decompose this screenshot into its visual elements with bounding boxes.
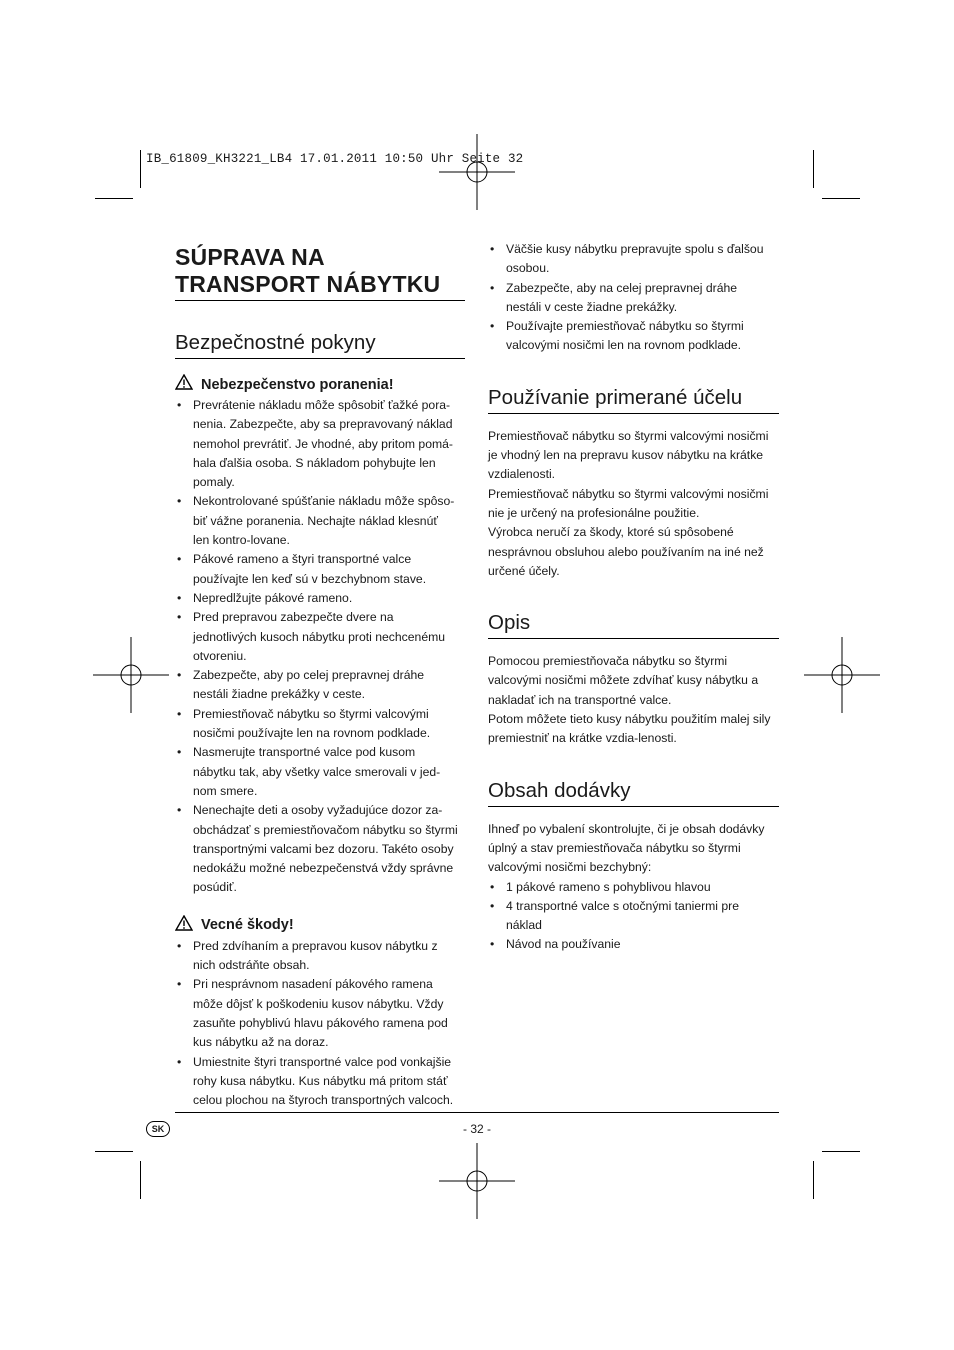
safety-heading: Bezpečnostné pokyny [175, 331, 465, 359]
title-line-1: SÚPRAVA NA [175, 244, 325, 270]
paragraph-line: valcovými nosičmi bezchybný: [488, 860, 652, 875]
paragraph-line: je vhodný len na prepravu kusov nábytku na krátke [488, 448, 764, 463]
delivery-list [488, 878, 779, 955]
list-item-line: Pri nesprávnom nasadení pákového ramena [193, 977, 433, 992]
continued-safety-list [488, 240, 779, 356]
list-item-line: náklad [506, 918, 542, 933]
list-item-line: rohy kusa nábytku. Kus nábytku má pritom stáť [193, 1073, 448, 1088]
page-number: - 32 - [462, 1122, 491, 1136]
list-item-line: Väčšie kusy nábytku prepravujte spolu s ďalšou [506, 242, 764, 256]
crop-mark [822, 198, 860, 199]
list-item-line: nábytku tak, aby všetky valce smerovali v jed- [193, 764, 441, 779]
list-item [488, 935, 779, 954]
list-item-line: Pákové rameno a štyri transportné valce [193, 552, 412, 567]
list-item-line: transportnými valcami bez dozoru. Takéto osoby [193, 841, 454, 856]
list-item [175, 492, 465, 550]
warning-triangle-icon [175, 915, 193, 936]
list-item-line: Nasmerujte transportné valce pod kusom [193, 745, 416, 760]
list-item-line: osobou. [506, 261, 550, 276]
list-item-line: Premiestňovač nábytku so štyrmi valcovými [193, 706, 429, 721]
paragraph-line: úplný a stav premiestňovača nábytku so štyrmi [488, 840, 741, 855]
list-item-line: celou plochou na štyroch transportných valcoch. [193, 1093, 454, 1108]
injury-warning-heading [175, 374, 465, 395]
list-item-line: Nenechajte deti a osoby vyžadujúce dozor za- [193, 803, 443, 818]
list-item-line: posúdiť. [193, 880, 237, 895]
paragraph-line: vzdialenosti. [488, 467, 556, 482]
registration-crosshair-icon [804, 637, 880, 713]
paragraph-line: určené účely. [488, 563, 560, 578]
crop-mark [95, 1151, 133, 1152]
list-item-line: zasuňte pohyblivú hlavu pákového ramena pod [193, 1015, 448, 1030]
print-header: IB_61809_KH3221_LB4 17.01.2011 10:50 Uhr Seite 32 [146, 152, 524, 166]
list-item-line: Prevrátenie nákladu môže spôsobiť ťažké pora- [193, 398, 451, 412]
paragraph-line: Ihneď po vybalení skontrolujte, či je obsah dodávky [488, 821, 765, 836]
list-item-line: biť vážne poranenia. Nechajte náklad klesnúť [193, 513, 438, 528]
list-item [175, 608, 465, 666]
list-item-line: 1 pákové rameno s pohyblivou hlavou [506, 879, 711, 894]
description-heading: Opis [488, 611, 779, 639]
list-item [488, 240, 779, 279]
list-item-line: nedokážu možné nebezpečenstvá vždy správne [193, 861, 454, 876]
registration-crosshair-icon [439, 1143, 515, 1219]
paragraph-line: premiestniť na krátke vzdia-lenosti. [488, 731, 677, 746]
paragraph-line: Potom môžete tieto kusy nábytku použitím malej sily [488, 712, 771, 727]
list-item-line: Používajte premiestňovač nábytku so štyrmi [506, 319, 744, 334]
list-item [175, 1053, 465, 1111]
list-item-line: Nekontrolované spúšťanie nákladu môže spôso- [193, 494, 455, 509]
delivery-text [488, 820, 779, 878]
list-item [175, 705, 465, 744]
damage-warning-label: Vecné škody! [201, 917, 294, 934]
list-item [488, 317, 779, 356]
list-item-line: jednotlivých kusoch nábytku proti nechcenému [193, 629, 446, 644]
list-item-line: len kontro-lovane. [193, 533, 290, 548]
list-item [488, 897, 779, 936]
list-item-line: Nepredlžujte pákové rameno. [193, 590, 353, 605]
list-item-line: Zabezpečte, aby na celej prepravnej dráhe [506, 280, 738, 295]
list-item-line: nich odstráňte obsah. [193, 958, 310, 973]
title-line-2: TRANSPORT NÁBYTKU [175, 271, 441, 297]
list-item-line: Pred zdvíhaním a prepravou kusov nábytku z [193, 938, 438, 953]
intended-use-heading: Používanie primerané účelu [488, 386, 779, 414]
crop-mark [140, 1161, 141, 1199]
crop-mark [813, 150, 814, 188]
list-item-line: nestáli v ceste žiadne prekážky. [506, 299, 678, 314]
list-item-line: Pred prepravou zabezpečte dvere na [193, 610, 394, 625]
crop-mark [822, 1151, 860, 1152]
paragraph-line: nie je určený na profesionálne použitie. [488, 505, 700, 520]
left-column [175, 244, 465, 1110]
paragraph-line: Premiestňovač nábytku so štyrmi valcovými nosičmi [488, 428, 769, 443]
list-item-line: nestáli žiadne prekážky v ceste. [193, 687, 366, 702]
damage-list [175, 937, 465, 1111]
list-item [488, 878, 779, 897]
list-item [175, 550, 465, 589]
list-item [175, 589, 465, 608]
paragraph-line: nakladať ich na transportné valce. [488, 692, 672, 707]
list-item-line: 4 transportné valce s otočnými taniermi pre [506, 898, 740, 913]
list-item-line: kus nábytku až na doraz. [193, 1035, 329, 1050]
warning-triangle-icon [175, 374, 193, 395]
list-item-line: pomaly. [193, 475, 235, 490]
list-item-line: hala ďalšia osoba. S nákladom pohybujte len [193, 455, 436, 470]
registration-crosshair-icon [439, 134, 515, 210]
paragraph-line: Pomocou premiestňovača nábytku so štyrmi [488, 654, 728, 669]
list-item [488, 279, 779, 318]
registration-crosshair-icon [93, 637, 169, 713]
description-text [488, 652, 779, 748]
list-item [175, 937, 465, 976]
paragraph-line: Výrobca neručí za škody, ktoré sú spôsobené [488, 525, 734, 540]
delivery-heading: Obsah dodávky [488, 779, 779, 807]
language-badge: SK [146, 1121, 170, 1137]
paragraph-line: valcovými nosičmi môžete zdvíhať kusy nábytku a [488, 673, 759, 688]
list-item-line: Zabezpečte, aby po celej prepravnej dráhe [193, 668, 425, 683]
list-item [175, 666, 465, 705]
paragraph-line: Premiestňovač nábytku so štyrmi valcovými nosičmi [488, 486, 769, 501]
list-item-line: otvoreniu. [193, 648, 247, 663]
list-item-line: valcovými nosičmi len na rovnom podklade. [506, 338, 742, 353]
paragraph-line: nesprávnou obsluhou alebo používaním na iné než [488, 544, 764, 559]
crop-mark [95, 198, 133, 199]
list-item [175, 743, 465, 801]
crop-mark [813, 1161, 814, 1199]
list-item-line: Návod na používanie [506, 937, 621, 952]
list-item-line: nenia. Zabezpečte, aby sa prepravovaný náklad [193, 417, 453, 432]
intended-use-text [488, 427, 779, 581]
list-item-line: používajte len keď sú v bezchybnom stave. [193, 571, 427, 586]
document-title [175, 244, 465, 301]
list-item-line: nosičmi používajte len na rovnom podklade. [193, 726, 431, 741]
list-item-line: nom smere. [193, 783, 258, 798]
right-column [488, 240, 779, 955]
list-item [175, 801, 465, 897]
injury-list [175, 396, 465, 898]
damage-warning-heading [175, 915, 465, 936]
crop-mark [140, 150, 141, 188]
list-item-line: môže dôjsť k poškodeniu kusov nábytku. Vždy [193, 996, 444, 1011]
list-item-line: nemohol prevrátiť. Je vhodné, aby pritom pomá- [193, 436, 453, 451]
list-item [175, 975, 465, 1052]
footer-divider [175, 1112, 779, 1113]
list-item [175, 396, 465, 492]
injury-warning-label: Nebezpečenstvo poranenia! [201, 376, 394, 393]
list-item-line: obchádzať s premiestňovačom nábytku so štyrmi [193, 822, 458, 837]
list-item-line: Umiestnite štyri transportné valce pod vonkajšie [193, 1054, 452, 1069]
